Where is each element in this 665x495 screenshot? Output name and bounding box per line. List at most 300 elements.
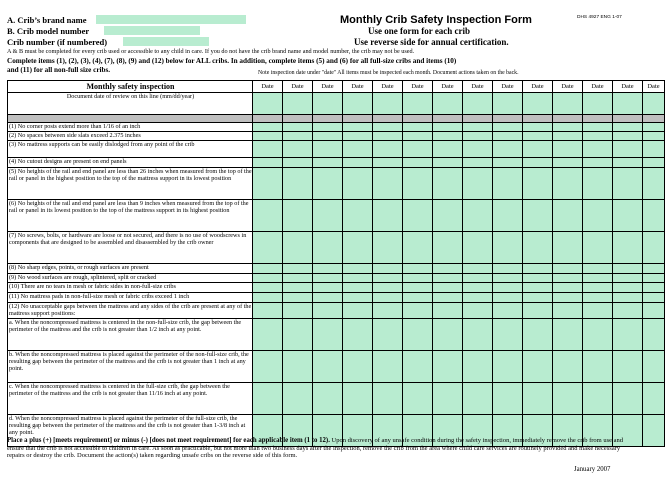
inspection-item-12-row bbox=[8, 302, 665, 318]
inspection-item-3-row bbox=[8, 141, 665, 158]
inspection-check-cell[interactable] bbox=[643, 302, 665, 318]
inspection-check-cell[interactable] bbox=[403, 273, 433, 283]
inspection-check-cell[interactable] bbox=[583, 132, 613, 141]
date-entry-cell[interactable] bbox=[613, 93, 643, 115]
inspection-check-cell[interactable] bbox=[613, 263, 643, 273]
date-entry-cell[interactable] bbox=[493, 93, 523, 115]
inspection-check-cell[interactable] bbox=[283, 263, 313, 273]
inspection-check-cell[interactable] bbox=[643, 292, 665, 302]
inspection-check-cell[interactable] bbox=[403, 141, 433, 158]
separator-row bbox=[8, 114, 665, 123]
note-ab: A & B must be completed for every crib used or accessible to any child in care. If you do not have the crib brand name and model number, the crib may not be used. bbox=[7, 48, 415, 55]
inspection-check-cell[interactable] bbox=[403, 318, 433, 350]
inspection-check-cell[interactable] bbox=[493, 350, 523, 382]
inspection-check-cell[interactable] bbox=[373, 141, 403, 158]
inspection-check-cell[interactable] bbox=[493, 273, 523, 283]
inspection-check-cell[interactable] bbox=[253, 199, 283, 231]
inspection-check-cell[interactable] bbox=[553, 123, 583, 132]
monthly-safety-inspection-header: Monthly safety inspection bbox=[8, 81, 253, 93]
inspection-check-cell[interactable] bbox=[313, 199, 343, 231]
inspection-check-cell[interactable] bbox=[283, 123, 313, 132]
inspection-check-cell[interactable] bbox=[343, 292, 373, 302]
inspection-check-cell[interactable] bbox=[643, 273, 665, 283]
inspection-item-2: (2) No spaces between side slats exceed 2.375 inches bbox=[8, 132, 253, 141]
inspection-check-cell[interactable] bbox=[463, 350, 493, 382]
inspection-item-7-row bbox=[8, 231, 665, 263]
inspection-check-cell[interactable] bbox=[583, 273, 613, 283]
inspection-check-cell[interactable] bbox=[583, 231, 613, 263]
inspection-check-cell[interactable] bbox=[613, 158, 643, 168]
separator-cell bbox=[553, 114, 583, 123]
inspection-check-cell[interactable] bbox=[433, 283, 463, 293]
separator-cell bbox=[403, 114, 433, 123]
inspection-check-cell[interactable] bbox=[433, 318, 463, 350]
inspection-item-8-row bbox=[8, 263, 665, 273]
date-entry-cell[interactable] bbox=[403, 93, 433, 115]
inspection-check-cell[interactable] bbox=[373, 123, 403, 132]
inspection-check-cell[interactable] bbox=[313, 123, 343, 132]
inspection-check-cell[interactable] bbox=[253, 263, 283, 273]
inspection-check-cell[interactable] bbox=[373, 167, 403, 199]
inspection-check-cell[interactable] bbox=[613, 123, 643, 132]
inspection-check-cell[interactable] bbox=[493, 167, 523, 199]
separator-cell bbox=[583, 114, 613, 123]
inspection-check-cell[interactable] bbox=[493, 263, 523, 273]
inspection-check-cell[interactable] bbox=[403, 123, 433, 132]
inspection-item-9: (9) No wood surfaces are rough, splintered, split or cracked bbox=[8, 273, 253, 283]
inspection-check-cell[interactable] bbox=[433, 158, 463, 168]
inspection-item-11-row bbox=[8, 292, 665, 302]
inspection-check-cell[interactable] bbox=[583, 167, 613, 199]
date-column-header: Date bbox=[343, 81, 373, 93]
inspection-check-cell[interactable] bbox=[373, 199, 403, 231]
inspection-check-cell[interactable] bbox=[433, 141, 463, 158]
inspection-check-cell[interactable] bbox=[613, 292, 643, 302]
crib-number-label: Crib number (if numbered) bbox=[7, 37, 108, 47]
inspection-check-cell[interactable] bbox=[553, 283, 583, 293]
inspection-check-cell[interactable] bbox=[493, 231, 523, 263]
inspection-item-1-row bbox=[8, 123, 665, 132]
inspection-check-cell[interactable] bbox=[613, 273, 643, 283]
inspection-check-cell[interactable] bbox=[313, 283, 343, 293]
inspection-check-cell[interactable] bbox=[373, 273, 403, 283]
inspection-item-14-row bbox=[8, 350, 665, 382]
inspection-check-cell[interactable] bbox=[613, 350, 643, 382]
inspection-check-cell[interactable] bbox=[493, 283, 523, 293]
inspection-check-cell[interactable] bbox=[463, 141, 493, 158]
inspection-check-cell[interactable] bbox=[643, 132, 665, 141]
inspection-check-cell[interactable] bbox=[523, 318, 553, 350]
inspection-check-cell[interactable] bbox=[463, 123, 493, 132]
inspection-check-cell[interactable] bbox=[283, 302, 313, 318]
inspection-check-cell[interactable] bbox=[553, 141, 583, 158]
inspection-check-cell[interactable] bbox=[343, 350, 373, 382]
inspection-check-cell[interactable] bbox=[463, 382, 493, 414]
inspection-check-cell[interactable] bbox=[253, 167, 283, 199]
date-column-header: Date bbox=[403, 81, 433, 93]
inspection-check-cell[interactable] bbox=[373, 158, 403, 168]
separator-cell bbox=[283, 114, 313, 123]
model-number-input[interactable] bbox=[104, 26, 200, 35]
inspection-check-cell[interactable] bbox=[463, 231, 493, 263]
inspection-check-cell[interactable] bbox=[643, 263, 665, 273]
inspection-check-cell[interactable] bbox=[373, 350, 403, 382]
inspection-check-cell[interactable] bbox=[433, 199, 463, 231]
inspection-check-cell[interactable] bbox=[643, 199, 665, 231]
inspection-check-cell[interactable] bbox=[463, 158, 493, 168]
inspection-check-cell[interactable] bbox=[403, 292, 433, 302]
inspection-check-cell[interactable] bbox=[403, 167, 433, 199]
inspection-check-cell[interactable] bbox=[493, 302, 523, 318]
footer-bold-instruction: Place a plus (+) [meets requirement] or minus (-) [does not meet requirement] for each applicable item (1 to 12). bbox=[7, 437, 330, 444]
inspection-check-cell[interactable] bbox=[493, 158, 523, 168]
date-entry-cell[interactable] bbox=[433, 93, 463, 115]
separator-cell bbox=[463, 114, 493, 123]
inspection-check-cell[interactable] bbox=[283, 318, 313, 350]
inspection-check-cell[interactable] bbox=[583, 123, 613, 132]
inspection-item-14: b. When the noncompressed mattress is placed against the perimeter of the non-full-size crib, the resulting gap between the perimeter of the mattress and the crib is not greater than 1 inch at any point. bbox=[8, 350, 253, 382]
date-entry-cell[interactable] bbox=[343, 93, 373, 115]
inspection-check-cell[interactable] bbox=[343, 123, 373, 132]
date-entry-cell[interactable] bbox=[583, 93, 613, 115]
inspection-check-cell[interactable] bbox=[463, 167, 493, 199]
inspection-check-cell[interactable] bbox=[373, 292, 403, 302]
inspection-check-cell[interactable] bbox=[493, 132, 523, 141]
inspection-check-cell[interactable] bbox=[373, 283, 403, 293]
inspection-check-cell[interactable] bbox=[553, 132, 583, 141]
inspection-item-5-row bbox=[8, 167, 665, 199]
separator-cell bbox=[613, 114, 643, 123]
inspection-check-cell[interactable] bbox=[493, 199, 523, 231]
inspection-check-cell[interactable] bbox=[553, 167, 583, 199]
date-column-header: Date bbox=[493, 81, 523, 93]
date-column-header: Date bbox=[373, 81, 403, 93]
separator-cell bbox=[433, 114, 463, 123]
inspection-check-cell[interactable] bbox=[523, 132, 553, 141]
inspection-check-cell[interactable] bbox=[613, 382, 643, 414]
inspection-check-cell[interactable] bbox=[643, 123, 665, 132]
inspection-check-cell[interactable] bbox=[403, 132, 433, 141]
inspection-check-cell[interactable] bbox=[313, 350, 343, 382]
inspection-item-15-row bbox=[8, 382, 665, 414]
inspection-check-cell[interactable] bbox=[553, 158, 583, 168]
date-column-header: Date bbox=[313, 81, 343, 93]
inspection-check-cell[interactable] bbox=[583, 263, 613, 273]
inspection-check-cell[interactable] bbox=[433, 273, 463, 283]
inspection-check-cell[interactable] bbox=[433, 382, 463, 414]
inspection-item-6-row bbox=[8, 199, 665, 231]
inspection-check-cell[interactable] bbox=[463, 283, 493, 293]
inspection-check-cell[interactable] bbox=[403, 283, 433, 293]
inspection-check-cell[interactable] bbox=[403, 350, 433, 382]
inspection-check-cell[interactable] bbox=[283, 231, 313, 263]
inspection-check-cell[interactable] bbox=[253, 231, 283, 263]
inspection-check-cell[interactable] bbox=[523, 158, 553, 168]
date-column-header: Date bbox=[613, 81, 643, 93]
inspection-check-cell[interactable] bbox=[523, 141, 553, 158]
inspection-item-15: c. When the noncompressed mattress is centered in the full-size crib, the gap between the perimeter of the mattress and the crib is not greater than 11/16 inch at any point. bbox=[8, 382, 253, 414]
inspection-check-cell[interactable] bbox=[523, 350, 553, 382]
inspection-check-cell[interactable] bbox=[613, 141, 643, 158]
separator-cell bbox=[313, 114, 343, 123]
inspection-check-cell[interactable] bbox=[373, 318, 403, 350]
inspection-check-cell[interactable] bbox=[613, 167, 643, 199]
inspection-check-cell[interactable] bbox=[343, 158, 373, 168]
date-entry-cell[interactable] bbox=[373, 93, 403, 115]
inspection-check-cell[interactable] bbox=[283, 273, 313, 283]
footer-text: Upon discovery of any unsafe condition during the safety inspection, immediately remove the crib from use and ensure that the crib is not accessible to children in care. As soon as practicable, but not more than two business days after the inspection, remove the crib from the area where child care services are routinely provided and make necessary repairs or destroy the crib. Document the action(s) taken regarding unsafe cribs on the reverse side of this form. bbox=[7, 437, 624, 460]
inspection-check-cell[interactable] bbox=[403, 199, 433, 231]
inspection-check-cell[interactable] bbox=[553, 273, 583, 283]
inspection-check-cell[interactable] bbox=[343, 302, 373, 318]
inspection-check-cell[interactable] bbox=[253, 302, 283, 318]
inspection-check-cell[interactable] bbox=[643, 141, 665, 158]
brand-name-label: A. Crib’s brand name bbox=[7, 15, 87, 25]
inspection-item-12: (12) No unacceptable gaps between the mattress and any sides of the crib are present at any of the mattress support positions: bbox=[9, 302, 252, 317]
inspection-check-cell[interactable] bbox=[283, 158, 313, 168]
separator-cell bbox=[343, 114, 373, 123]
inspection-check-cell[interactable] bbox=[493, 123, 523, 132]
footer-instructions bbox=[7, 437, 634, 460]
inspection-check-cell[interactable] bbox=[283, 167, 313, 199]
inspection-check-cell[interactable] bbox=[583, 350, 613, 382]
separator-cell bbox=[493, 114, 523, 123]
inspection-check-cell[interactable] bbox=[433, 302, 463, 318]
inspection-check-cell[interactable] bbox=[283, 132, 313, 141]
inspection-check-cell[interactable] bbox=[553, 318, 583, 350]
inspection-check-cell[interactable] bbox=[583, 318, 613, 350]
inspection-item-13-row bbox=[8, 318, 665, 350]
date-column-header: Date bbox=[553, 81, 583, 93]
inspection-check-cell[interactable] bbox=[553, 382, 583, 414]
inspection-check-cell[interactable] bbox=[283, 292, 313, 302]
inspection-check-cell[interactable] bbox=[373, 263, 403, 273]
inspection-check-cell[interactable] bbox=[313, 302, 343, 318]
complete-items-line1: Complete items (1), (2), (3), (4), (7), (8), (9) and (12) below for ALL cribs. In addition, complete items (5) and (6) for all full-size cribs and items (10) bbox=[7, 57, 457, 65]
separator-cell bbox=[643, 114, 665, 123]
inspection-check-cell[interactable] bbox=[313, 263, 343, 273]
inspection-check-cell[interactable] bbox=[523, 273, 553, 283]
inspection-check-cell[interactable] bbox=[583, 292, 613, 302]
inspection-check-cell[interactable] bbox=[523, 167, 553, 199]
inspection-check-cell[interactable] bbox=[403, 231, 433, 263]
inspection-check-cell[interactable] bbox=[403, 382, 433, 414]
inspection-check-cell[interactable] bbox=[643, 158, 665, 168]
inspection-check-cell[interactable] bbox=[313, 158, 343, 168]
inspection-check-cell[interactable] bbox=[373, 132, 403, 141]
date-column-header: Date bbox=[583, 81, 613, 93]
inspection-check-cell[interactable] bbox=[613, 132, 643, 141]
inspection-check-cell[interactable] bbox=[583, 199, 613, 231]
inspection-check-cell[interactable] bbox=[253, 350, 283, 382]
complete-items-line2: and (11) for all non-full size cribs. bbox=[7, 66, 111, 74]
inspection-check-cell[interactable] bbox=[343, 263, 373, 273]
inspection-check-cell[interactable] bbox=[343, 318, 373, 350]
inspection-check-cell[interactable] bbox=[253, 318, 283, 350]
inspection-check-cell[interactable] bbox=[463, 132, 493, 141]
inspection-check-cell[interactable] bbox=[313, 141, 343, 158]
inspection-check-cell[interactable] bbox=[583, 158, 613, 168]
date-entry-cell[interactable] bbox=[643, 93, 665, 115]
crib-number-input[interactable] bbox=[123, 37, 209, 46]
monthly-safety-inspection-header-row bbox=[8, 81, 665, 93]
inspection-check-cell[interactable] bbox=[523, 263, 553, 273]
inspection-check-cell[interactable] bbox=[373, 382, 403, 414]
inspection-check-cell[interactable] bbox=[553, 350, 583, 382]
inspection-check-cell[interactable] bbox=[553, 263, 583, 273]
inspection-check-cell[interactable] bbox=[523, 302, 553, 318]
inspection-check-cell[interactable] bbox=[613, 199, 643, 231]
inspection-check-cell[interactable] bbox=[433, 132, 463, 141]
inspection-check-cell[interactable] bbox=[433, 292, 463, 302]
inspection-check-cell[interactable] bbox=[343, 273, 373, 283]
inspection-check-cell[interactable] bbox=[643, 231, 665, 263]
form-code: DHS 4927 ENG 1-07 bbox=[577, 15, 622, 20]
date-entry-cell[interactable] bbox=[253, 93, 283, 115]
inspection-check-cell[interactable] bbox=[343, 283, 373, 293]
model-number-label: B. Crib model number bbox=[7, 26, 90, 36]
inspection-check-cell[interactable] bbox=[313, 231, 343, 263]
inspection-check-cell[interactable] bbox=[493, 292, 523, 302]
date-column-header: Date bbox=[433, 81, 463, 93]
document-date-label-row bbox=[8, 93, 665, 115]
inspection-check-cell[interactable] bbox=[433, 167, 463, 199]
inspection-item-9-row bbox=[8, 273, 665, 283]
inspection-check-cell[interactable] bbox=[283, 283, 313, 293]
inspection-check-cell[interactable] bbox=[343, 132, 373, 141]
inspection-check-cell[interactable] bbox=[493, 382, 523, 414]
inspection-check-cell[interactable] bbox=[253, 132, 283, 141]
inspection-check-cell[interactable] bbox=[613, 231, 643, 263]
inspection-check-cell[interactable] bbox=[313, 292, 343, 302]
inspection-check-cell[interactable] bbox=[463, 302, 493, 318]
inspection-check-cell[interactable] bbox=[433, 231, 463, 263]
inspection-check-cell[interactable] bbox=[313, 273, 343, 283]
separator-cell bbox=[253, 114, 283, 123]
inspection-table bbox=[7, 80, 665, 447]
inspection-item-10: (10) There are no tears in mesh or fabric sides in non-full-size cribs bbox=[8, 283, 253, 293]
inspection-item-4-row bbox=[8, 158, 665, 168]
inspection-check-cell[interactable] bbox=[433, 350, 463, 382]
inspection-check-cell[interactable] bbox=[643, 350, 665, 382]
date-column-header: Date bbox=[523, 81, 553, 93]
inspection-check-cell[interactable] bbox=[643, 382, 665, 414]
inspection-check-cell[interactable] bbox=[253, 141, 283, 158]
inspection-check-cell[interactable] bbox=[583, 141, 613, 158]
inspection-check-cell[interactable] bbox=[403, 302, 433, 318]
inspection-check-cell[interactable] bbox=[523, 199, 553, 231]
inspection-check-cell[interactable] bbox=[463, 318, 493, 350]
inspection-check-cell[interactable] bbox=[283, 141, 313, 158]
inspection-check-cell[interactable] bbox=[643, 283, 665, 293]
inspection-check-cell[interactable] bbox=[373, 302, 403, 318]
inspection-check-cell[interactable] bbox=[583, 302, 613, 318]
date-entry-cell[interactable] bbox=[523, 93, 553, 115]
subtitle-reverse-side: Use reverse side for annual certification. bbox=[354, 37, 509, 47]
date-column-header: Date bbox=[463, 81, 493, 93]
separator bbox=[8, 114, 253, 123]
inspection-check-cell[interactable] bbox=[463, 199, 493, 231]
inspection-check-cell[interactable] bbox=[463, 292, 493, 302]
inspection-check-cell[interactable] bbox=[403, 263, 433, 273]
inspection-check-cell[interactable] bbox=[523, 382, 553, 414]
inspection-check-cell[interactable] bbox=[613, 318, 643, 350]
inspection-item-5: (5) No heights of the rail and end panel are less than 26 inches when measured from the top of the rail or panel in the highest position to the top of the mattress support in its lowest position bbox=[8, 167, 253, 199]
inspection-check-cell[interactable] bbox=[553, 231, 583, 263]
inspection-check-cell[interactable] bbox=[343, 199, 373, 231]
inspection-item-7: (7) No screws, bolts, or hardware are loose or not secured, and there is no use of woodscrews in components that are designed to be assembled and disassembled by the crib owner bbox=[8, 231, 253, 263]
inspection-check-cell[interactable] bbox=[283, 350, 313, 382]
inspection-check-cell[interactable] bbox=[643, 414, 665, 446]
inspection-check-cell[interactable] bbox=[283, 382, 313, 414]
inspection-check-cell[interactable] bbox=[343, 231, 373, 263]
date-entry-cell[interactable] bbox=[463, 93, 493, 115]
inspection-check-cell[interactable] bbox=[373, 231, 403, 263]
inspection-check-cell[interactable] bbox=[583, 283, 613, 293]
inspection-check-cell[interactable] bbox=[523, 292, 553, 302]
inspection-check-cell[interactable] bbox=[523, 231, 553, 263]
inspection-check-cell[interactable] bbox=[613, 283, 643, 293]
inspection-check-cell[interactable] bbox=[493, 141, 523, 158]
inspection-check-cell[interactable] bbox=[553, 292, 583, 302]
inspection-check-cell[interactable] bbox=[253, 382, 283, 414]
inspection-check-cell[interactable] bbox=[313, 167, 343, 199]
inspection-item-10-row bbox=[8, 283, 665, 293]
inspection-check-cell[interactable] bbox=[433, 263, 463, 273]
inspection-item-11: (11) No mattress pads in non-full-size mesh or fabric cribs exceed 1 inch bbox=[8, 292, 253, 302]
inspection-item-8: (8) No sharp edges, points, or rough surfaces are present bbox=[8, 263, 253, 273]
inspection-item-16: d. When the noncompressed mattress is placed against the perimeter of the full-size crib, the resulting gap between the perimeter of the mattress and the crib is not greater than 1-3/8 inch at any point. bbox=[8, 414, 253, 446]
inspection-item-3: (3) No mattress supports can be easily dislodged from any point of the crib bbox=[8, 141, 253, 158]
inspection-check-cell[interactable] bbox=[313, 318, 343, 350]
note-date: Note inspection date under "date" All items must be inspected each month. Document actions taken on the back. bbox=[258, 70, 519, 76]
inspection-check-cell[interactable] bbox=[613, 302, 643, 318]
date-entry-cell[interactable] bbox=[313, 93, 343, 115]
inspection-item-13: a. When the noncompressed mattress is centered in the non-full-size crib, the gap between the perimeter of the mattress and the crib is not greater than 1/2 inch at any point. bbox=[8, 318, 253, 350]
inspection-check-cell[interactable] bbox=[493, 318, 523, 350]
inspection-check-cell[interactable] bbox=[463, 273, 493, 283]
inspection-check-cell[interactable] bbox=[313, 132, 343, 141]
inspection-check-cell[interactable] bbox=[643, 318, 665, 350]
inspection-check-cell[interactable] bbox=[343, 167, 373, 199]
brand-name-input[interactable] bbox=[96, 15, 246, 24]
inspection-item-4: (4) No cutout designs are present on end panels bbox=[8, 158, 253, 168]
inspection-check-cell[interactable] bbox=[403, 158, 433, 168]
inspection-check-cell[interactable] bbox=[553, 199, 583, 231]
inspection-check-cell[interactable] bbox=[253, 158, 283, 168]
inspection-check-cell[interactable] bbox=[553, 302, 583, 318]
date-entry-cell[interactable] bbox=[553, 93, 583, 115]
date-entry-cell[interactable] bbox=[283, 93, 313, 115]
inspection-check-cell[interactable] bbox=[253, 273, 283, 283]
inspection-check-cell[interactable] bbox=[253, 283, 283, 293]
inspection-check-cell[interactable] bbox=[643, 167, 665, 199]
date-column-header: Date bbox=[283, 81, 313, 93]
inspection-check-cell[interactable] bbox=[523, 283, 553, 293]
inspection-check-cell[interactable] bbox=[283, 199, 313, 231]
inspection-check-cell[interactable] bbox=[583, 382, 613, 414]
footer-date: January 2007 bbox=[574, 466, 611, 473]
inspection-check-cell[interactable] bbox=[343, 382, 373, 414]
inspection-check-cell[interactable] bbox=[463, 263, 493, 273]
inspection-check-cell[interactable] bbox=[313, 382, 343, 414]
inspection-check-cell[interactable] bbox=[343, 141, 373, 158]
inspection-check-cell[interactable] bbox=[433, 123, 463, 132]
inspection-check-cell[interactable] bbox=[523, 123, 553, 132]
inspection-check-cell[interactable] bbox=[253, 292, 283, 302]
form-title: Monthly Crib Safety Inspection Form bbox=[340, 14, 532, 26]
inspection-check-cell[interactable] bbox=[253, 123, 283, 132]
